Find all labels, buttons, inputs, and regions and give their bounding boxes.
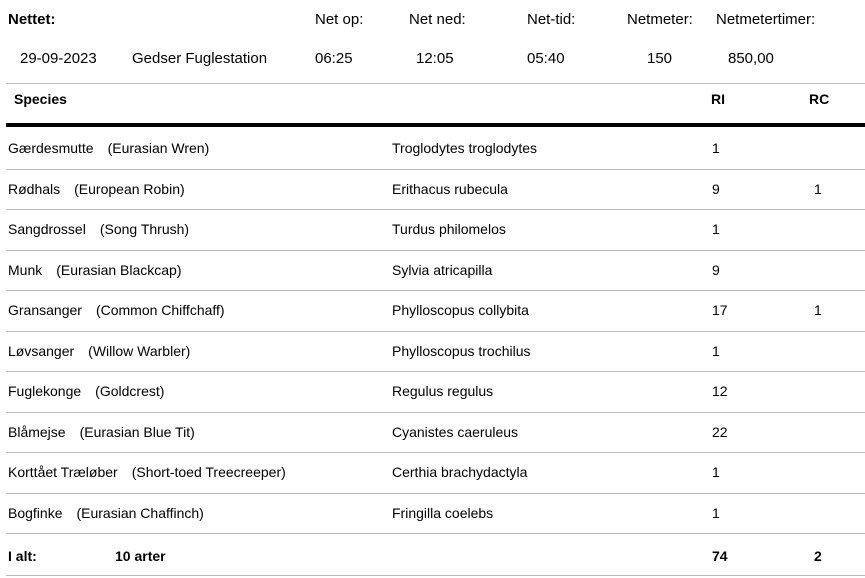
english-name: (Short-toed Treecreeper) bbox=[131, 464, 286, 480]
scientific-name: Cyanistes caeruleus bbox=[392, 423, 519, 440]
table-row bbox=[0, 371, 865, 411]
net-tid-label: Net-tid: bbox=[527, 11, 576, 28]
scientific-name: Troglodytes troglodytes bbox=[392, 140, 537, 156]
english-name: (Common Chiffchaff) bbox=[95, 302, 225, 318]
danish-name: Bogfinke bbox=[8, 504, 63, 521]
net-ned-label: Net ned: bbox=[409, 11, 466, 28]
danish-name: Munk bbox=[8, 261, 43, 278]
scientific-name: Phylloscopus trochilus bbox=[392, 342, 531, 359]
rc-count: 1 bbox=[814, 302, 822, 318]
species-name bbox=[8, 464, 286, 480]
species-name bbox=[8, 343, 190, 359]
english-name: (Eurasian Blackcap) bbox=[56, 261, 182, 278]
scientific-name: Certhia brachydactyla bbox=[392, 464, 528, 480]
ri-count: 1 bbox=[712, 342, 720, 359]
scientific-name: Phylloscopus collybita bbox=[392, 302, 529, 318]
scientific-name: Turdus philomelos bbox=[392, 221, 506, 237]
scientific-name: Regulus regulus bbox=[392, 383, 494, 399]
table-row bbox=[0, 290, 865, 330]
species-name bbox=[8, 505, 204, 521]
header-rule bbox=[6, 123, 865, 127]
nettet-label: Nettet: bbox=[8, 11, 56, 28]
danish-name: Fuglekonge bbox=[8, 383, 82, 399]
english-name: (Eurasian Chaffinch) bbox=[76, 504, 204, 521]
danish-name: Sangdrossel bbox=[8, 221, 86, 237]
danish-name: Korttået Træløber bbox=[8, 464, 118, 480]
ri-count: 9 bbox=[712, 180, 720, 197]
english-name: (European Robin) bbox=[74, 180, 185, 197]
species-name bbox=[8, 262, 182, 278]
net-op-label: Net op: bbox=[315, 11, 364, 28]
species-name bbox=[8, 140, 209, 156]
scientific-name: Erithacus rubecula bbox=[392, 180, 508, 197]
scientific-name: Fringilla coelebs bbox=[392, 504, 494, 521]
species-name bbox=[8, 302, 225, 318]
table-row bbox=[0, 128, 865, 168]
ri-count: 1 bbox=[712, 140, 720, 156]
total-rc: 2 bbox=[814, 548, 822, 564]
divider bbox=[6, 533, 865, 534]
danish-name: Gærdesmutte bbox=[8, 140, 94, 156]
scientific-name: Sylvia atricapilla bbox=[392, 261, 493, 278]
divider bbox=[6, 575, 865, 576]
total-label: I alt: bbox=[8, 548, 37, 564]
table-row bbox=[0, 412, 865, 452]
ri-count: 1 bbox=[712, 504, 720, 521]
table-row bbox=[0, 209, 865, 249]
species-name bbox=[8, 424, 195, 440]
rc-column-header: RC bbox=[809, 91, 830, 107]
english-name: (Eurasian Blue Tit) bbox=[79, 423, 195, 440]
ri-column-header: RI bbox=[711, 91, 725, 107]
table-row bbox=[0, 169, 865, 209]
table-row bbox=[0, 331, 865, 371]
table-row bbox=[0, 250, 865, 290]
ri-count: 12 bbox=[712, 383, 728, 399]
station-value: Gedser Fuglestation bbox=[132, 50, 268, 67]
ri-count: 1 bbox=[712, 221, 720, 237]
danish-name: Løvsanger bbox=[8, 342, 75, 359]
table-row bbox=[0, 493, 865, 533]
total-ri: 74 bbox=[712, 548, 728, 564]
species-name bbox=[8, 383, 164, 399]
total-row bbox=[0, 536, 865, 576]
english-name: (Willow Warbler) bbox=[88, 342, 191, 359]
ri-count: 1 bbox=[712, 464, 720, 480]
ri-count: 17 bbox=[712, 302, 728, 318]
net-op-value: 06:25 bbox=[315, 50, 353, 67]
net-ned-value: 12:05 bbox=[416, 50, 454, 67]
netmeter-value: 150 bbox=[647, 50, 673, 67]
english-name: (Eurasian Wren) bbox=[107, 140, 210, 156]
danish-name: Rødhals bbox=[8, 180, 61, 197]
netmetertimer-value: 850,00 bbox=[728, 50, 774, 67]
divider bbox=[6, 83, 865, 84]
ri-count: 9 bbox=[712, 261, 720, 278]
date-value: 29-09-2023 bbox=[20, 50, 97, 67]
species-name bbox=[8, 221, 189, 237]
danish-name: Gransanger bbox=[8, 302, 82, 318]
danish-name: Blåmejse bbox=[8, 423, 66, 440]
netmeter-label: Netmeter: bbox=[627, 11, 693, 28]
english-name: (Goldcrest) bbox=[95, 383, 165, 399]
net-tid-value: 05:40 bbox=[527, 50, 565, 67]
total-species-count: 10 arter bbox=[115, 548, 166, 564]
english-name: (Song Thrush) bbox=[99, 221, 190, 237]
species-column-header: Species bbox=[14, 91, 67, 107]
table-row bbox=[0, 452, 865, 492]
netmetertimer-label: Netmetertimer: bbox=[716, 11, 816, 28]
rc-count: 1 bbox=[814, 180, 822, 197]
ri-count: 22 bbox=[712, 423, 728, 440]
species-name bbox=[8, 181, 185, 197]
